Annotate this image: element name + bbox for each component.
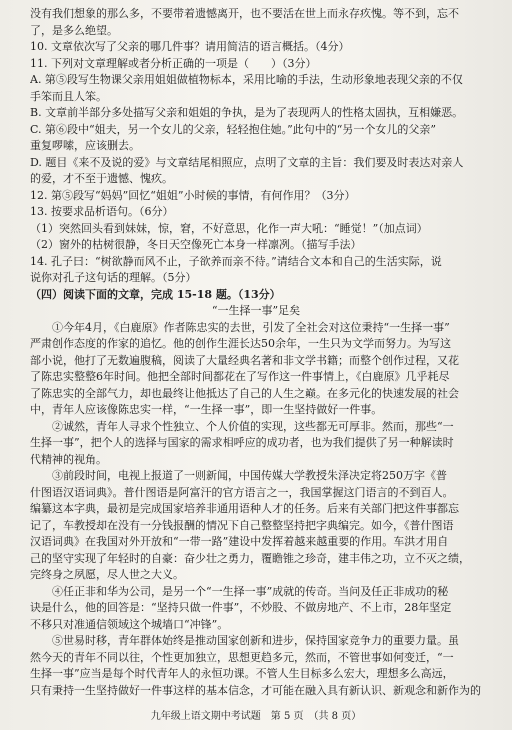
text-line: 完终身之夙愿，尽人世之大义。: [30, 568, 184, 581]
text-line: 只有秉持一生坚持做好一件事这样的基本信念，才可能在融入具有新认识、新观念和新作为的: [30, 683, 481, 697]
text-line: 13. 按要求品析语句。（6分）: [30, 205, 174, 218]
text-line: ②诚然，青年人寻求个性独立、个人价值的实现，这些都无可厚非。然而，那些“一: [30, 419, 454, 433]
text-line: 12. 第⑤段写“妈妈”回忆“姐姐”小时候的事情，有何作用？（3分）: [30, 188, 356, 202]
text-line: （2）窗外的枯树很静，冬日天空像死亡本身一样凛冽。（描写手法）: [30, 238, 362, 251]
text-line: 手笨而且人笨。: [30, 89, 107, 103]
text-line: 重复啰嗦，应该删去。: [30, 139, 140, 152]
text-line: C. 第⑥段中“姐夫，另一个女儿的父亲，轻轻抱住她。”此句中的“另一个女儿的父亲”: [30, 122, 437, 136]
page-content: [30, 6, 482, 699]
text-line: 编纂这本字典，最初是完成国家培养非通用语种人才的任务。后来有关部门把这件事都忘: [30, 502, 459, 515]
text-line: 11. 下列对文章理解或者分析正确的一项是（ ）（3分）: [30, 56, 317, 70]
text-line: ④任正非和华为公司，是另一个“一生择一事”成就的传奇。当问及任正非成功的秘: [30, 584, 449, 598]
text-line: ③前段时间，电视上报道了一则新闻，中国传媒大学教授朱泽决定将250万字《普: [30, 469, 447, 482]
text-line: ①今年4月，《白鹿原》作者陈忠实的去世，引发了全社会对这位秉持“一生择一事”: [30, 320, 450, 334]
text-line: B. 文章前半部分多处描写父亲和姐姐的争执，是为了表现两人的性格太固执，互相嫌恶。: [30, 106, 464, 119]
section-heading: （四）阅读下面的文章，完成 15-18 题。（13分）: [30, 287, 281, 301]
text-line: （1）突然回头看到妹妹，惊，窘，不好意思，化作一声大吼：“睡觉！”（加点词）: [30, 221, 428, 235]
text-line: 诀是什么，他的回答是：“坚持只做一件事”，不炒股、不做房地产、不上市，28年坚定: [30, 601, 452, 614]
text-line: 说你对孔子这句话的理解。（5分）: [30, 271, 197, 284]
text-line: 10. 文章依次写了父亲的哪几件事？请用简洁的语言概括。（4分）: [30, 40, 350, 53]
text-line: 不移只对准通信领域这个城墙口“冲锋”。: [30, 617, 229, 631]
text-line: 中，青年人应该像陈忠实一样，“一生择一事”，即一生坚持做好一件事。: [30, 403, 383, 416]
text-line: 汉语词典》在我国对外开放和“一带一路”建设中发挥着越来越重要的作用。车洪才用自: [30, 535, 449, 548]
text-line: ⑤世易时移，青年群体始终是推动国家创新和进步，保持国家竞争力的重要力量。虽: [30, 634, 459, 647]
text-line: 了，是多么绝望。: [30, 23, 118, 37]
article-title: “一生择一事”足矣: [211, 304, 301, 317]
text-line: 没有我们想象的那么多，不要带着遗憾离开，也不要活在世上而永存疚愧。等不到，忘不: [30, 7, 459, 20]
text-line: 的爱，才不至于遗憾、愧疚。: [30, 172, 173, 185]
text-line: 什图语汉语词典》。普什图语是阿富汗的官方语言之一，我国掌握这门语言的不到百人。: [30, 485, 454, 499]
text-line: 然今天的青年不同以往，个性更加独立，思想更趋多元，然而，不管世事如何变迁，“一: [30, 650, 454, 664]
text-line: 代精神的视角。: [30, 452, 107, 466]
text-line: 生择一事”应当是每个时代青年人的永恒功课。不管人生目标多么宏大，理想多么高远，: [30, 667, 454, 680]
text-line: 部小说，他打了无数遍腹稿，阅读了大量经典名著和非文学书籍；而整个创作过程，又花: [30, 353, 459, 367]
text-line: 己的坚守实现了年轻时的自豪：奋少壮之勇力，覆瞻锥之珍奇，建丰伟之功，立不灭之绩，: [30, 551, 470, 565]
text-line: 了陈忠实的全部气力，却也最终让他抵达了自己的人生之巅。在多元化的快速发展的社会: [30, 386, 459, 400]
text-line: A. 第⑤段写生物课父亲用姐姐做植物标本，采用比喻的手法，生动形象地表现父亲的不仅: [30, 73, 463, 86]
text-line: 了陈忠实整整6年时间。他把全部时间都花在了写作这一件事情上，《白鹿原》几乎耗尽: [30, 370, 450, 383]
text-line: 严肃创作态度的作家的追忆。他的创作生涯长达50余年，一生只为文学而努力。为写这: [30, 337, 451, 350]
text-line: D. 题目《来不及说的爱》与文章结尾相照应，点明了文章的主旨：我们要及时表达对亲人: [30, 155, 464, 169]
text-line: 14. 孔子曰：“树欲静而风不止，子欲养而亲不待。”请结合文本和自己的生活实际，说: [30, 254, 442, 268]
page-footer: 九年级上语文期中考试题 第 5 页 （共 8 页）: [150, 711, 362, 722]
text-line: 记了，车教授却在没有一分钱报酬的情况下自己整整坚持把字典编完。如今，《普什图语: [30, 518, 454, 532]
text-line: 生择一事”，把个人的选择与国家的需求相呼应的成功者，也为我们提供了另一种解读时: [30, 436, 454, 449]
